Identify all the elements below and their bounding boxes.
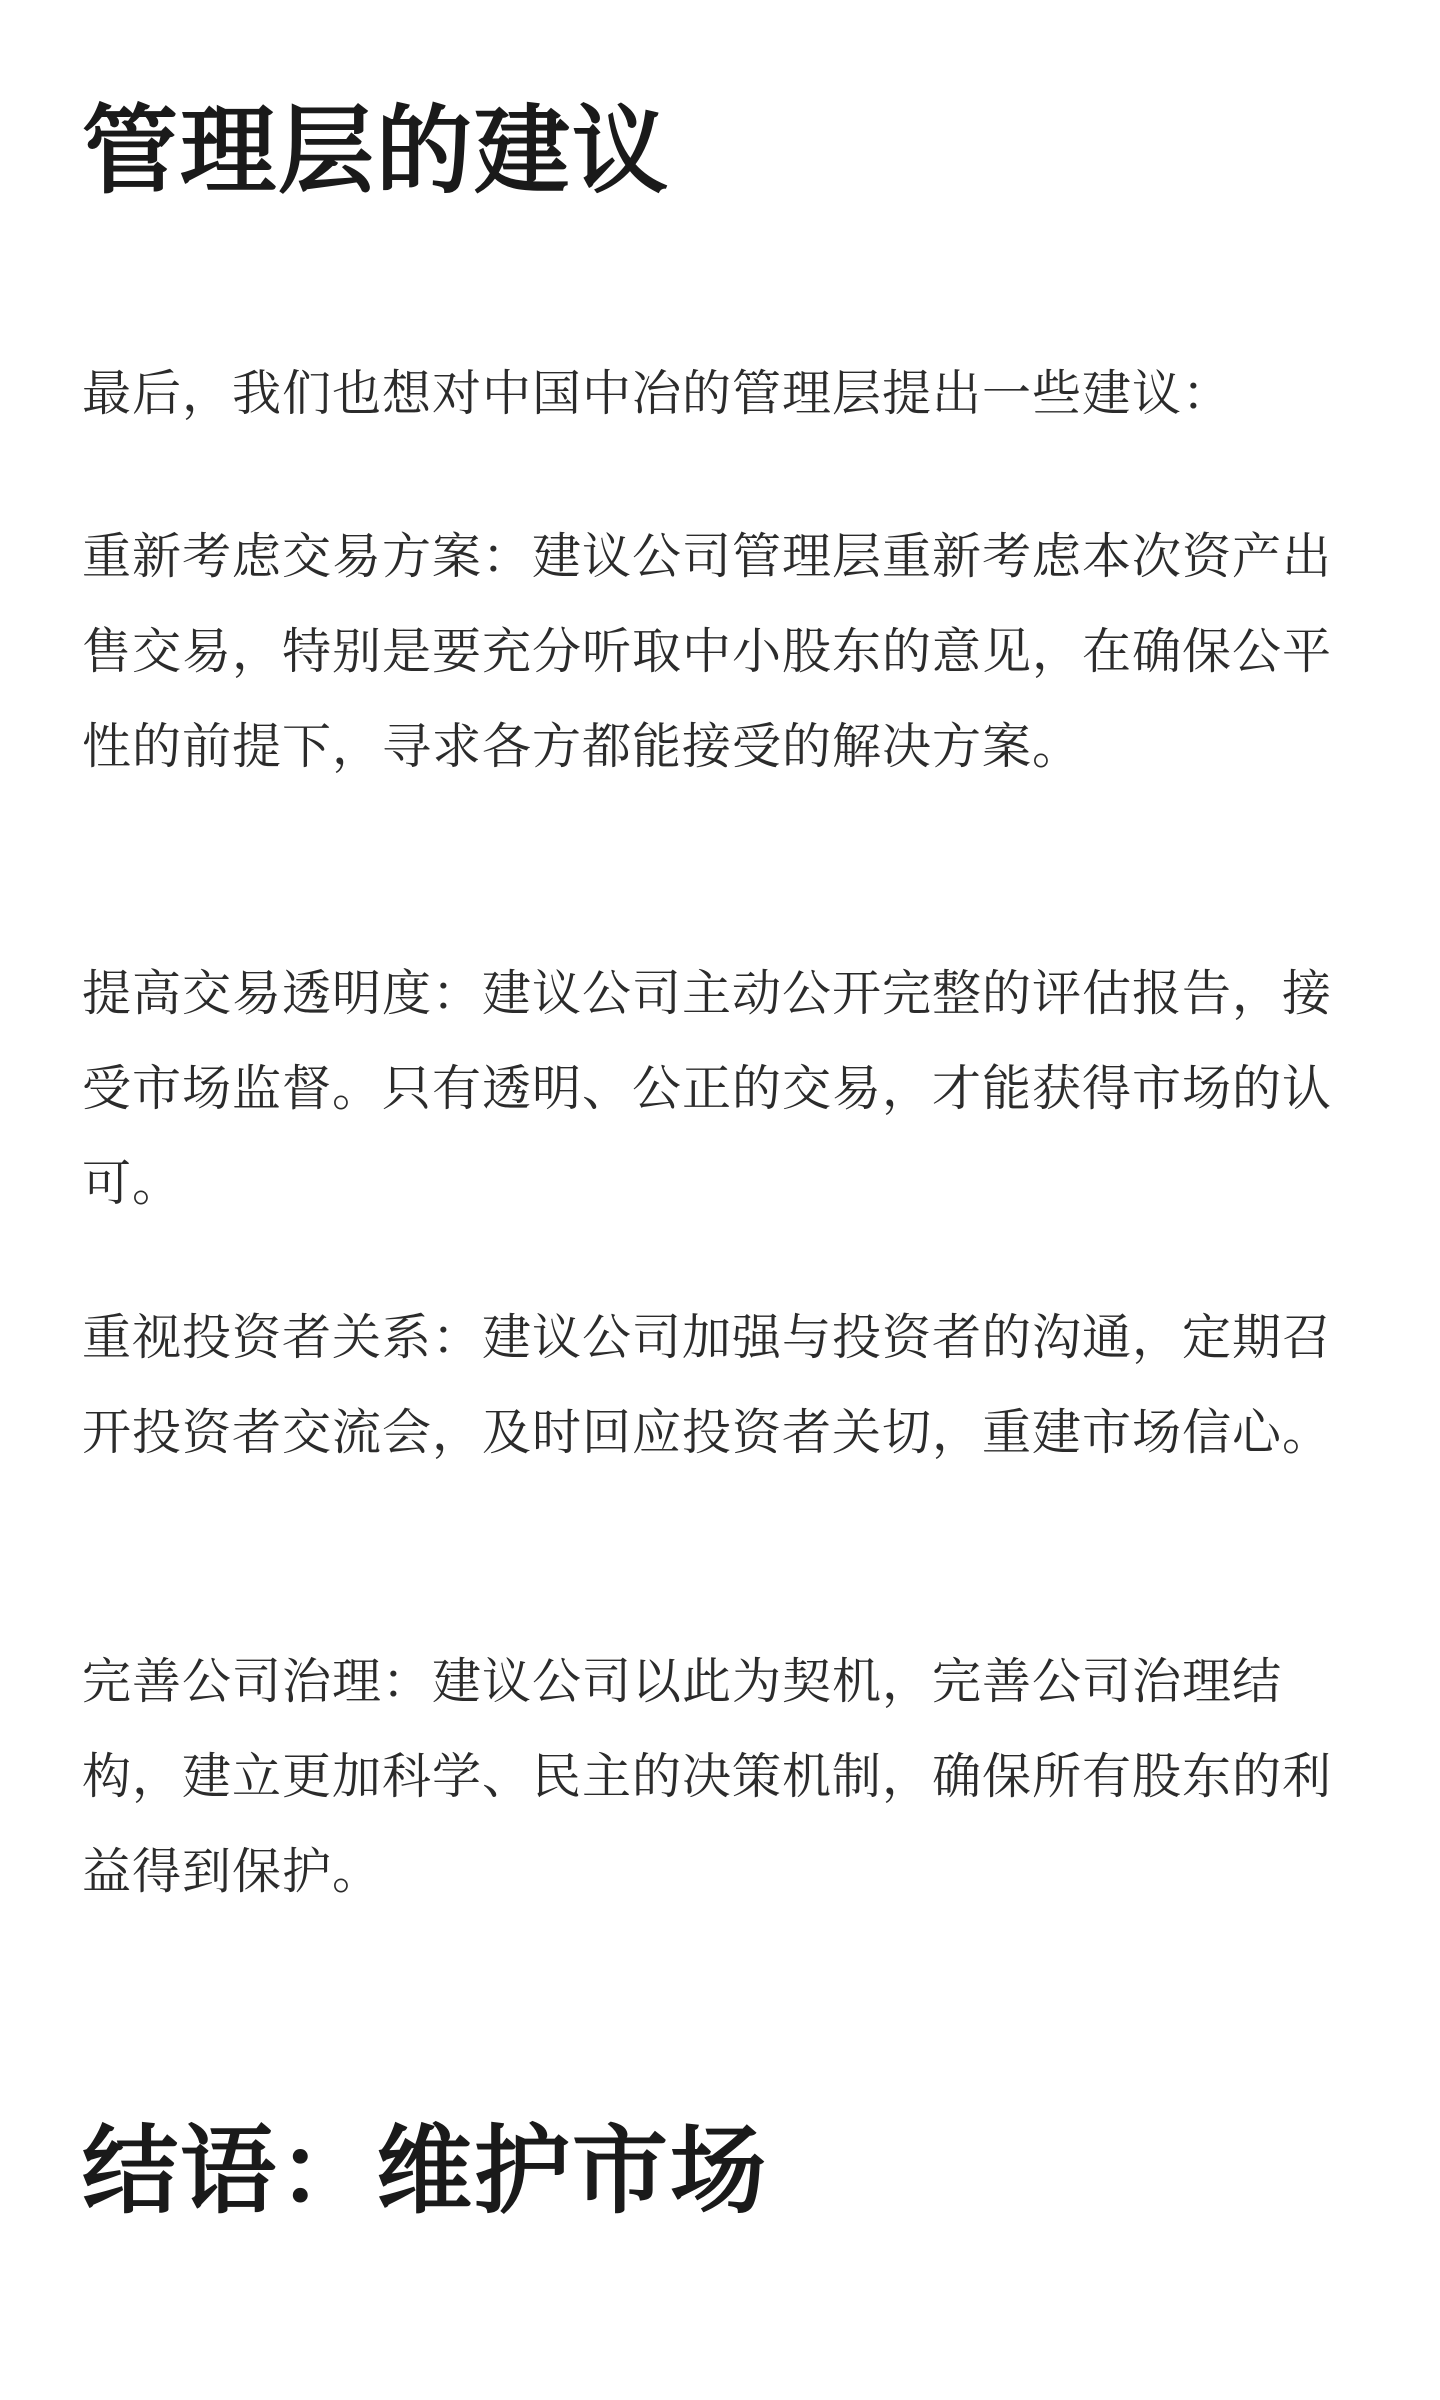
recommendation-paragraph: 完善公司治理：建议公司以此为契机，完善公司治理结构，建立更加科学、民主的决策机制，确保所有股东的利益得到保护。 bbox=[82, 1653, 1333, 1900]
recommendation-paragraph: 重视投资者关系：建议公司加强与投资者的沟通，定期召开投资者交流会，及时回应投资者关切，重建市场信心。 bbox=[82, 1309, 1333, 1461]
recommendation-paragraph: 提高交易透明度：建议公司主动公开完整的评估报告，接受市场监督。只有透明、公正的交易，才能获得市场的认可。 bbox=[82, 965, 1333, 1212]
next-section-heading: 结语：维护市场 bbox=[82, 2114, 768, 2227]
recommendation-paragraph: 重新考虑交易方案：建议公司管理层重新考虑本次资产出售交易，特别是要充分听取中小股东的意见，在确保公平性的前提下，寻求各方都能接受的解决方案。 bbox=[82, 528, 1333, 775]
section-heading: 管理层的建议 bbox=[82, 94, 670, 207]
intro-paragraph: 最后，我们也想对中国中冶的管理层提出一些建议： bbox=[82, 365, 1233, 422]
